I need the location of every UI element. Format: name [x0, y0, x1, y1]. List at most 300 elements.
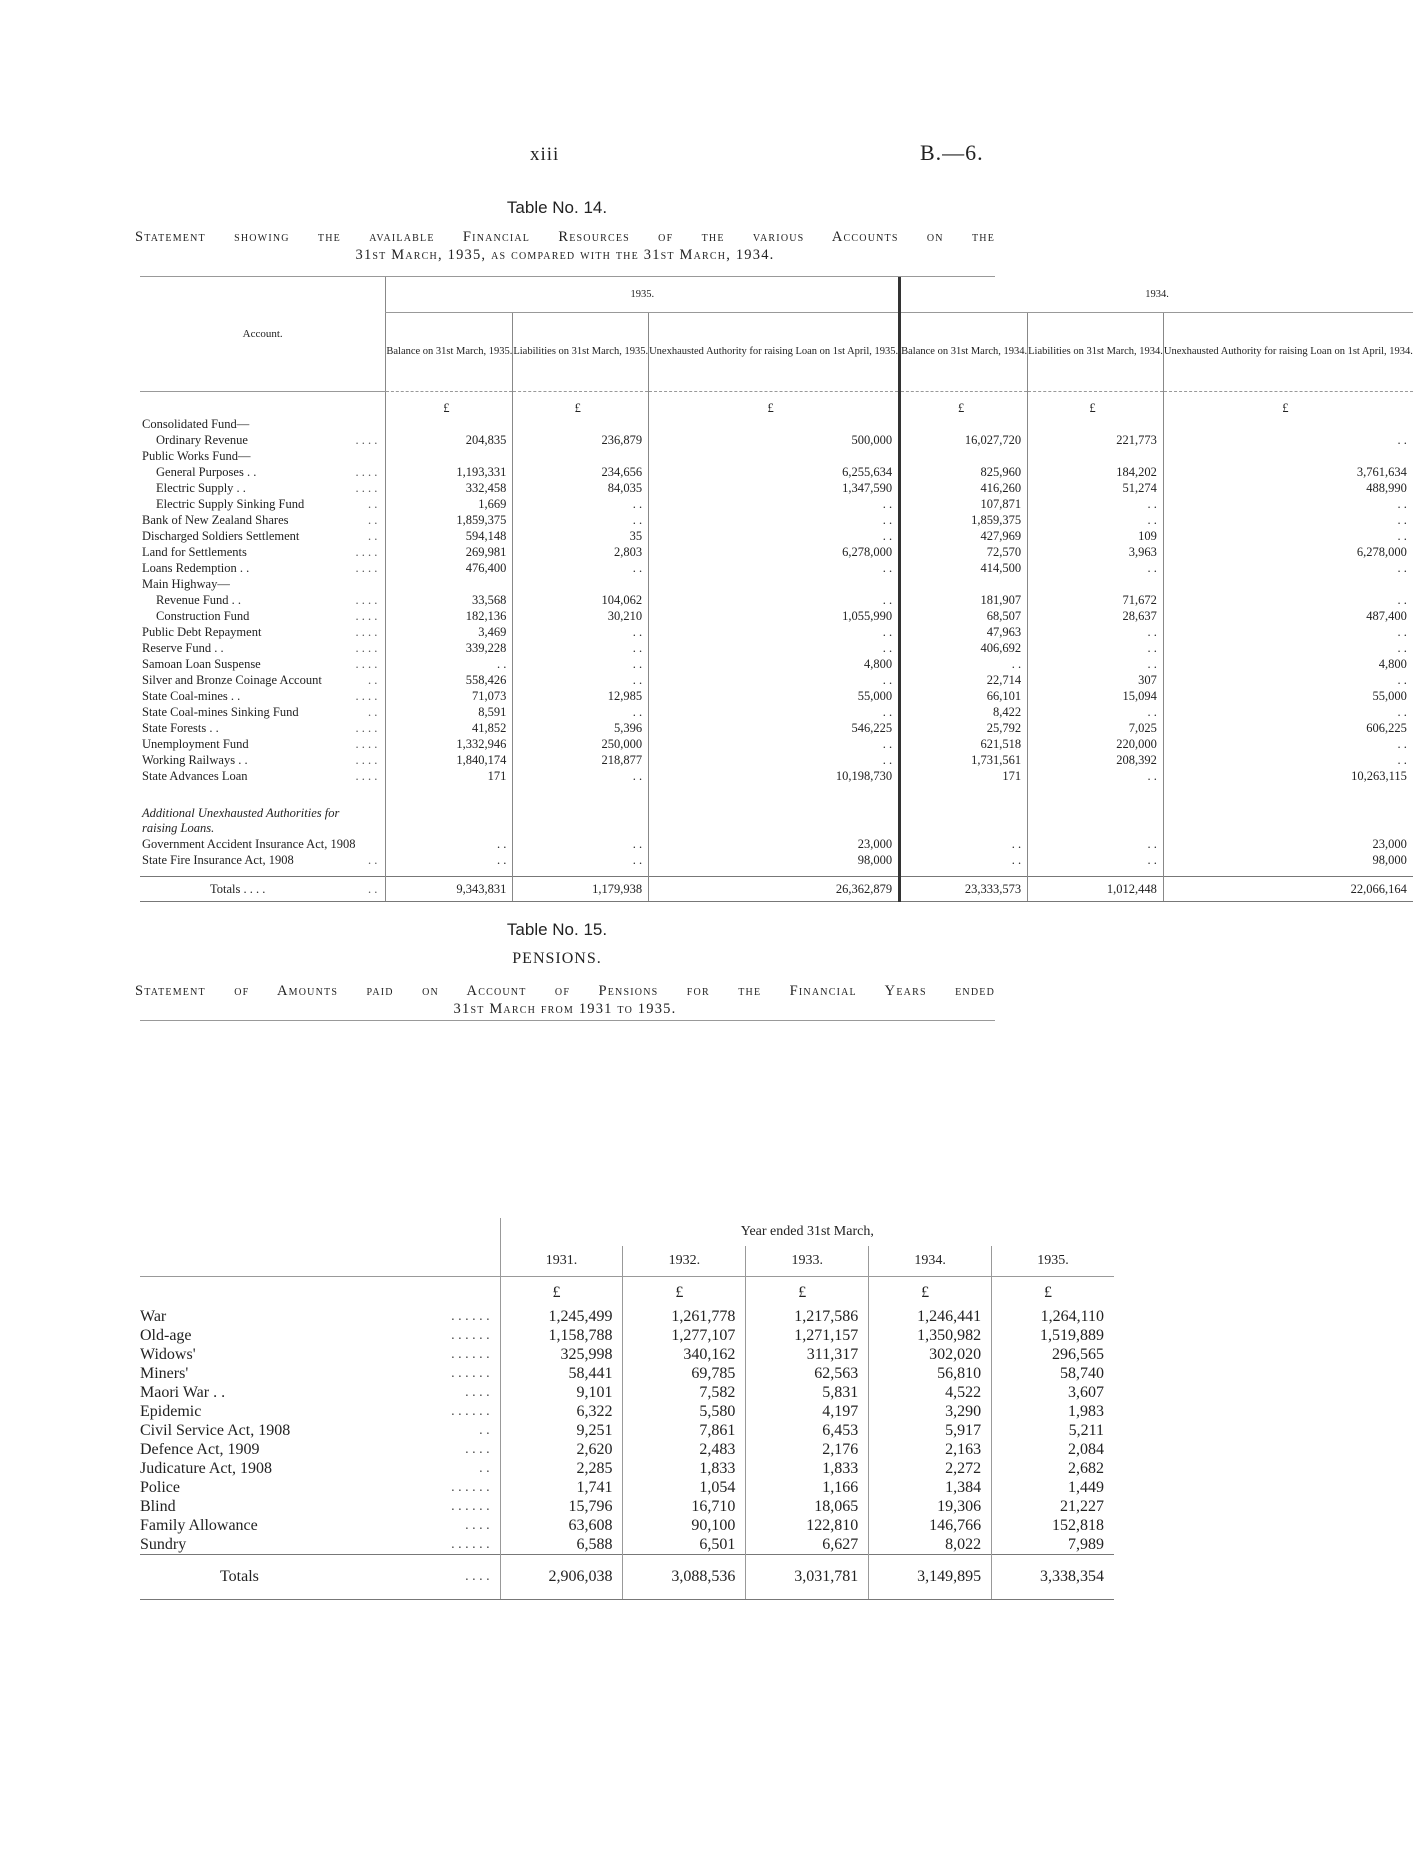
table-row [140, 736, 1413, 752]
leader-dots: . . . . . . [451, 1480, 490, 1495]
leader-dots: . . . . [355, 465, 378, 479]
account-label: Consolidated Fund— [142, 417, 250, 431]
pension-label: Defence Act, 1909 [140, 1441, 260, 1458]
table-cell: 558,426 [386, 672, 513, 688]
table-cell: 594,148 [386, 528, 513, 544]
leader-dots: . . [367, 497, 378, 511]
table-cell: . . [513, 768, 649, 784]
table-cell: 7,861 [623, 1421, 746, 1440]
additional-heading-row [140, 804, 1413, 836]
table-cell: 182,136 [386, 608, 513, 624]
table-cell: 3,469 [386, 624, 513, 640]
table-cell: 339,228 [386, 640, 513, 656]
currency-symbol: £ [500, 1277, 623, 1308]
account-label: Reserve Fund . . [142, 641, 224, 655]
totals-row [140, 877, 1413, 902]
table15-statement-line2: 31st March from 1931 to 1935. [453, 1001, 677, 1017]
account-label: Main Highway— [142, 577, 230, 591]
table-cell: 184,202 [1028, 464, 1164, 480]
table-cell: 1,166 [746, 1478, 869, 1497]
table-cell: 71,672 [1028, 592, 1164, 608]
table-cell: 23,000 [649, 836, 900, 852]
table-cell: . . [649, 736, 900, 752]
table-cell: 6,501 [623, 1535, 746, 1555]
table-cell: . . [649, 624, 900, 640]
table-cell: . . [1028, 560, 1164, 576]
table-row [140, 560, 1413, 576]
account-label: Loans Redemption . . [142, 561, 250, 575]
account-label: Land for Settlements [142, 545, 247, 559]
totals-label: Totals . . . . [140, 877, 355, 902]
table-cell: 19,306 [869, 1497, 992, 1516]
table-cell: 307 [1028, 672, 1164, 688]
table14-title: Table No. 14. [506, 198, 608, 217]
table-cell [386, 416, 513, 432]
table-cell: 8,422 [900, 704, 1028, 720]
table-row [140, 544, 1413, 560]
table14-statement-line2: 31st March, 1935, as compared with the 31st March, 1934. [355, 247, 775, 263]
table-cell: 1,347,590 [649, 480, 900, 496]
account-label: Samoan Loan Suspense [142, 657, 261, 671]
table-cell: 21,227 [992, 1497, 1114, 1516]
table-row [140, 656, 1413, 672]
account-label: Working Railways . . [142, 753, 248, 767]
table-cell [900, 448, 1028, 464]
table-row [140, 1516, 1114, 1535]
table-row [140, 624, 1413, 640]
year-1935-header: 1935. [386, 277, 900, 313]
table-row [140, 768, 1413, 784]
year-1933-header: 1933. [746, 1246, 869, 1277]
table-row [140, 1326, 1114, 1345]
table-row [140, 1307, 1114, 1326]
table-cell: 2,682 [992, 1459, 1114, 1478]
table-cell: . . [1163, 752, 1413, 768]
table-cell: 269,981 [386, 544, 513, 560]
table-cell: 35 [513, 528, 649, 544]
table-cell: 1,384 [869, 1478, 992, 1497]
year-group-header: Year ended 31st March, [500, 1218, 1114, 1246]
table-row [140, 1440, 1114, 1459]
table-cell: . . [1028, 852, 1164, 868]
leader-dots: . . . . [465, 1442, 490, 1457]
table-cell: . . [649, 640, 900, 656]
table-cell: 55,000 [649, 688, 900, 704]
table-cell: 63,608 [500, 1516, 623, 1535]
table-cell: . . [1163, 736, 1413, 752]
table-cell: 250,000 [513, 736, 649, 752]
table-cell: 606,225 [1163, 720, 1413, 736]
table-cell: 1,055,990 [649, 608, 900, 624]
table-cell: 23,000 [1163, 836, 1413, 852]
table-cell: 1,261,778 [623, 1307, 746, 1326]
table-row [140, 1497, 1114, 1516]
table-cell: 98,000 [1163, 852, 1413, 868]
table-cell: 66,101 [900, 688, 1028, 704]
table-cell: 487,400 [1163, 608, 1413, 624]
table-cell: 18,065 [746, 1497, 869, 1516]
table-row [140, 1478, 1114, 1497]
table-cell: 2,084 [992, 1440, 1114, 1459]
table15-statement [135, 982, 995, 1018]
table-cell: . . [513, 624, 649, 640]
total-cell: 3,031,781 [746, 1555, 869, 1600]
currency-symbol: £ [869, 1277, 992, 1308]
table-row [140, 704, 1413, 720]
table-cell: 2,176 [746, 1440, 869, 1459]
table-cell: . . [1028, 836, 1164, 852]
table14-statement [135, 228, 995, 264]
year-1934-header: 1934. [900, 277, 1413, 313]
pension-label: Family Allowance [140, 1517, 258, 1534]
table-cell: 71,073 [386, 688, 513, 704]
currency-symbol: £ [992, 1277, 1114, 1308]
total-cell: 3,338,354 [992, 1555, 1114, 1600]
table-cell: . . [1163, 528, 1413, 544]
table-cell: . . [649, 704, 900, 720]
table-cell: 9,101 [500, 1383, 623, 1402]
table-cell: 8,591 [386, 704, 513, 720]
table-row [140, 512, 1413, 528]
table-cell: 488,990 [1163, 480, 1413, 496]
table-cell: . . [1163, 624, 1413, 640]
table-cell: 90,100 [623, 1516, 746, 1535]
leader-dots: . . [367, 673, 378, 687]
table-row [140, 480, 1413, 496]
table-cell: 1,246,441 [869, 1307, 992, 1326]
pension-label: Old-age [140, 1327, 192, 1344]
table-cell: 55,000 [1163, 688, 1413, 704]
table-cell: . . [1028, 496, 1164, 512]
year-1932-header: 1932. [623, 1246, 746, 1277]
table-cell: 3,963 [1028, 544, 1164, 560]
table-cell: 1,833 [746, 1459, 869, 1478]
table-cell: 220,000 [1028, 736, 1164, 752]
table-cell: . . [900, 852, 1028, 868]
total-cell: 1,179,938 [513, 877, 649, 902]
total-cell: 9,343,831 [386, 877, 513, 902]
table-cell: . . [1028, 704, 1164, 720]
leader-dots [355, 416, 385, 432]
table-cell: . . [649, 496, 900, 512]
table15-subtitle: PENSIONS. [512, 950, 602, 967]
account-label: Government Accident Insurance Act, 1908 [142, 837, 356, 851]
table-cell [900, 576, 1028, 592]
table-cell: 2,803 [513, 544, 649, 560]
table-row [140, 432, 1413, 448]
table-row [140, 1535, 1114, 1555]
table-cell: 204,835 [386, 432, 513, 448]
table-cell [1163, 576, 1413, 592]
table-row [140, 416, 1413, 432]
col-balance-1935: Balance on 31st March, 1935. [386, 313, 513, 392]
table-cell: . . [513, 656, 649, 672]
table-cell [1028, 416, 1164, 432]
total-cell: 1,012,448 [1028, 877, 1164, 902]
table-cell: . . [386, 836, 513, 852]
table-cell: 1,840,174 [386, 752, 513, 768]
table-cell: 1,158,788 [500, 1326, 623, 1345]
table-cell: . . [1163, 496, 1413, 512]
currency-symbol: £ [386, 400, 513, 416]
leader-dots: . . . . [355, 721, 378, 735]
table-cell: 236,879 [513, 432, 649, 448]
currency-symbol: £ [513, 400, 649, 416]
table-cell: . . [1163, 512, 1413, 528]
table-cell [513, 416, 649, 432]
table-cell: 12,985 [513, 688, 649, 704]
table-cell: 427,969 [900, 528, 1028, 544]
table-cell: 2,483 [623, 1440, 746, 1459]
table-cell [1163, 448, 1413, 464]
table-cell: 1,350,982 [869, 1326, 992, 1345]
table-cell: 15,796 [500, 1497, 623, 1516]
col-authority-1935: Unexhausted Authority for raising Loan on 1st April, 1935. [649, 313, 900, 392]
leader-dots: . . [367, 853, 378, 867]
table-cell [649, 416, 900, 432]
table-cell: 104,062 [513, 592, 649, 608]
table-cell: 10,198,730 [649, 768, 900, 784]
leader-dots: . . . . [355, 737, 378, 751]
table-row [140, 448, 1413, 464]
pension-label: Miners' [140, 1365, 189, 1382]
account-label: Electric Supply . . [156, 481, 246, 495]
table-cell: 122,810 [746, 1516, 869, 1535]
table-cell: 68,507 [900, 608, 1028, 624]
table-cell: 546,225 [649, 720, 900, 736]
table-cell: . . [386, 656, 513, 672]
table-cell: 58,441 [500, 1364, 623, 1383]
currency-symbol: £ [900, 400, 1028, 416]
table-cell: 296,565 [992, 1345, 1114, 1364]
leader-dots: . . . . [355, 593, 378, 607]
table-cell [1163, 416, 1413, 432]
leader-dots: . . . . [355, 753, 378, 767]
table-cell: 1,332,946 [386, 736, 513, 752]
table-cell: 1,245,499 [500, 1307, 623, 1326]
table-row [140, 720, 1413, 736]
leader-dots: . . [367, 513, 378, 527]
table-cell: 107,871 [900, 496, 1028, 512]
leader-dots: . . . . [355, 481, 378, 495]
pension-label: Maori War . . [140, 1384, 226, 1401]
table-cell: . . [386, 852, 513, 868]
table-row [140, 496, 1413, 512]
leader-dots: . . . . [355, 689, 378, 703]
account-label: Unemployment Fund [142, 737, 249, 751]
currency-symbol: £ [623, 1277, 746, 1308]
table-cell: . . [649, 672, 900, 688]
table-cell: 6,588 [500, 1535, 623, 1555]
table-cell: 825,960 [900, 464, 1028, 480]
table-cell: 621,518 [900, 736, 1028, 752]
table-cell: 16,710 [623, 1497, 746, 1516]
table-cell: . . [1028, 512, 1164, 528]
table-row [140, 608, 1413, 624]
currency-symbol: £ [746, 1277, 869, 1308]
currency-row [140, 1277, 1114, 1308]
table-cell: . . [513, 836, 649, 852]
table-row [140, 1421, 1114, 1440]
table-cell: . . [1163, 560, 1413, 576]
leader-dots: . . [479, 1461, 490, 1476]
table-cell: 171 [386, 768, 513, 784]
table-cell: 6,278,000 [1163, 544, 1413, 560]
table-cell: 7,989 [992, 1535, 1114, 1555]
table-cell: 1,859,375 [386, 512, 513, 528]
account-label: Discharged Soldiers Settlement [142, 529, 300, 543]
table-cell: 15,094 [1028, 688, 1164, 704]
table-cell: 10,263,115 [1163, 768, 1413, 784]
table-cell: 332,458 [386, 480, 513, 496]
pension-label: Widows' [140, 1346, 196, 1363]
page-number: xiii [530, 144, 560, 165]
table-cell: . . [1028, 640, 1164, 656]
table-cell: 1,277,107 [623, 1326, 746, 1345]
table-cell: 1,983 [992, 1402, 1114, 1421]
table-cell: 3,761,634 [1163, 464, 1413, 480]
leader-dots: . . . . [355, 641, 378, 655]
table-row [140, 1402, 1114, 1421]
table15-statement-line1: Statement of Amounts paid on Account of Pensions for the Financial Years ended [135, 983, 995, 999]
table-cell: 6,627 [746, 1535, 869, 1555]
table-cell: . . [1163, 672, 1413, 688]
pension-label: Epidemic [140, 1403, 202, 1420]
table-cell [649, 576, 900, 592]
pension-label: Police [140, 1479, 180, 1496]
account-label: Silver and Bronze Coinage Account [142, 673, 322, 687]
table-cell: 1,054 [623, 1478, 746, 1497]
table-cell: 5,580 [623, 1402, 746, 1421]
table-cell: 6,278,000 [649, 544, 900, 560]
table-row [140, 576, 1413, 592]
table-cell: 416,260 [900, 480, 1028, 496]
account-label: Revenue Fund . . [156, 593, 242, 607]
account-label: State Coal-mines Sinking Fund [142, 705, 299, 719]
table15-pensions [140, 1218, 1114, 1600]
total-cell: 22,066,164 [1163, 877, 1413, 902]
table-cell: 1,741 [500, 1478, 623, 1497]
table-cell: 171 [900, 768, 1028, 784]
leader-dots: . . . . [465, 1518, 490, 1533]
table-cell: 302,020 [869, 1345, 992, 1364]
table-cell: 69,785 [623, 1364, 746, 1383]
year-1935-header: 1935. [992, 1246, 1114, 1277]
leader-dots: . . . . [355, 433, 378, 447]
leader-dots: . . . . [355, 769, 378, 783]
table-cell: . . [649, 528, 900, 544]
leader-dots: . . [479, 1423, 490, 1438]
col-authority-1934: Unexhausted Authority for raising Loan on 1st April, 1934. [1163, 313, 1413, 392]
table-cell: 109 [1028, 528, 1164, 544]
table-cell: 146,766 [869, 1516, 992, 1535]
table-cell: 28,637 [1028, 608, 1164, 624]
table-cell: 58,740 [992, 1364, 1114, 1383]
table-cell: 72,570 [900, 544, 1028, 560]
table-cell: 84,035 [513, 480, 649, 496]
table-cell: 7,025 [1028, 720, 1164, 736]
table-cell: 5,211 [992, 1421, 1114, 1440]
leader-dots [355, 576, 385, 592]
table-cell: 51,274 [1028, 480, 1164, 496]
table-cell: . . [513, 640, 649, 656]
leader-dots: . . . . . . [451, 1309, 490, 1324]
leader-dots: . . . . . . [451, 1499, 490, 1514]
table-cell: 5,917 [869, 1421, 992, 1440]
table-cell: 1,833 [623, 1459, 746, 1478]
account-label: State Forests . . [142, 721, 219, 735]
table-cell: 4,800 [649, 656, 900, 672]
table14-body [140, 392, 1413, 902]
table-cell: 2,285 [500, 1459, 623, 1478]
table15-body [140, 1277, 1114, 1600]
leader-dots [355, 448, 385, 464]
account-label: State Advances Loan [142, 769, 248, 783]
table-cell: 221,773 [1028, 432, 1164, 448]
table-cell: 2,163 [869, 1440, 992, 1459]
table-row [140, 592, 1413, 608]
table-cell: 311,317 [746, 1345, 869, 1364]
table-cell: 208,392 [1028, 752, 1164, 768]
table-cell: 1,731,561 [900, 752, 1028, 768]
totals-row [140, 1555, 1114, 1600]
table-cell: 500,000 [649, 432, 900, 448]
account-label: Construction Fund [156, 609, 250, 623]
account-label: State Fire Insurance Act, 1908 [142, 853, 294, 867]
leader-dots: . . . . . . [451, 1537, 490, 1552]
table-row [140, 640, 1413, 656]
table-cell: 41,852 [386, 720, 513, 736]
table-cell: . . [1028, 768, 1164, 784]
table-cell: 181,907 [900, 592, 1028, 608]
account-label: Electric Supply Sinking Fund [156, 497, 305, 511]
table-cell: 9,251 [500, 1421, 623, 1440]
table-cell: . . [513, 512, 649, 528]
table-cell: . . [1163, 592, 1413, 608]
leader-dots: . . . . [355, 545, 378, 559]
table-row [140, 1364, 1114, 1383]
table-cell: 5,396 [513, 720, 649, 736]
totals-label: Totals [140, 1555, 420, 1600]
table-cell: . . [513, 704, 649, 720]
table-cell [386, 576, 513, 592]
table-cell: 98,000 [649, 852, 900, 868]
currency-symbol: £ [649, 400, 900, 416]
table-cell: 1,859,375 [900, 512, 1028, 528]
table-cell: 16,027,720 [900, 432, 1028, 448]
table-cell: 325,998 [500, 1345, 623, 1364]
table-cell [649, 448, 900, 464]
pension-label: Civil Service Act, 1908 [140, 1422, 291, 1439]
year-1934-header: 1934. [869, 1246, 992, 1277]
total-cell: 26,362,879 [649, 877, 900, 902]
table15-title: Table No. 15. [506, 920, 608, 939]
leader-dots: . . . . . . [451, 1347, 490, 1362]
table-row [140, 1459, 1114, 1478]
col-balance-1934: Balance on 31st March, 1934. [900, 313, 1028, 392]
table-cell: 1,264,110 [992, 1307, 1114, 1326]
table-cell: 7,582 [623, 1383, 746, 1402]
table-cell: 1,449 [992, 1478, 1114, 1497]
pension-label: War [140, 1308, 167, 1325]
col-liabilities-1935: Liabilities on 31st March, 1935. [513, 313, 649, 392]
table-cell: . . [513, 852, 649, 868]
table-cell: 406,692 [900, 640, 1028, 656]
currency-symbol: £ [1028, 400, 1164, 416]
table-cell: 4,522 [869, 1383, 992, 1402]
table-cell: . . [900, 656, 1028, 672]
document-reference: B.—6. [920, 140, 984, 165]
